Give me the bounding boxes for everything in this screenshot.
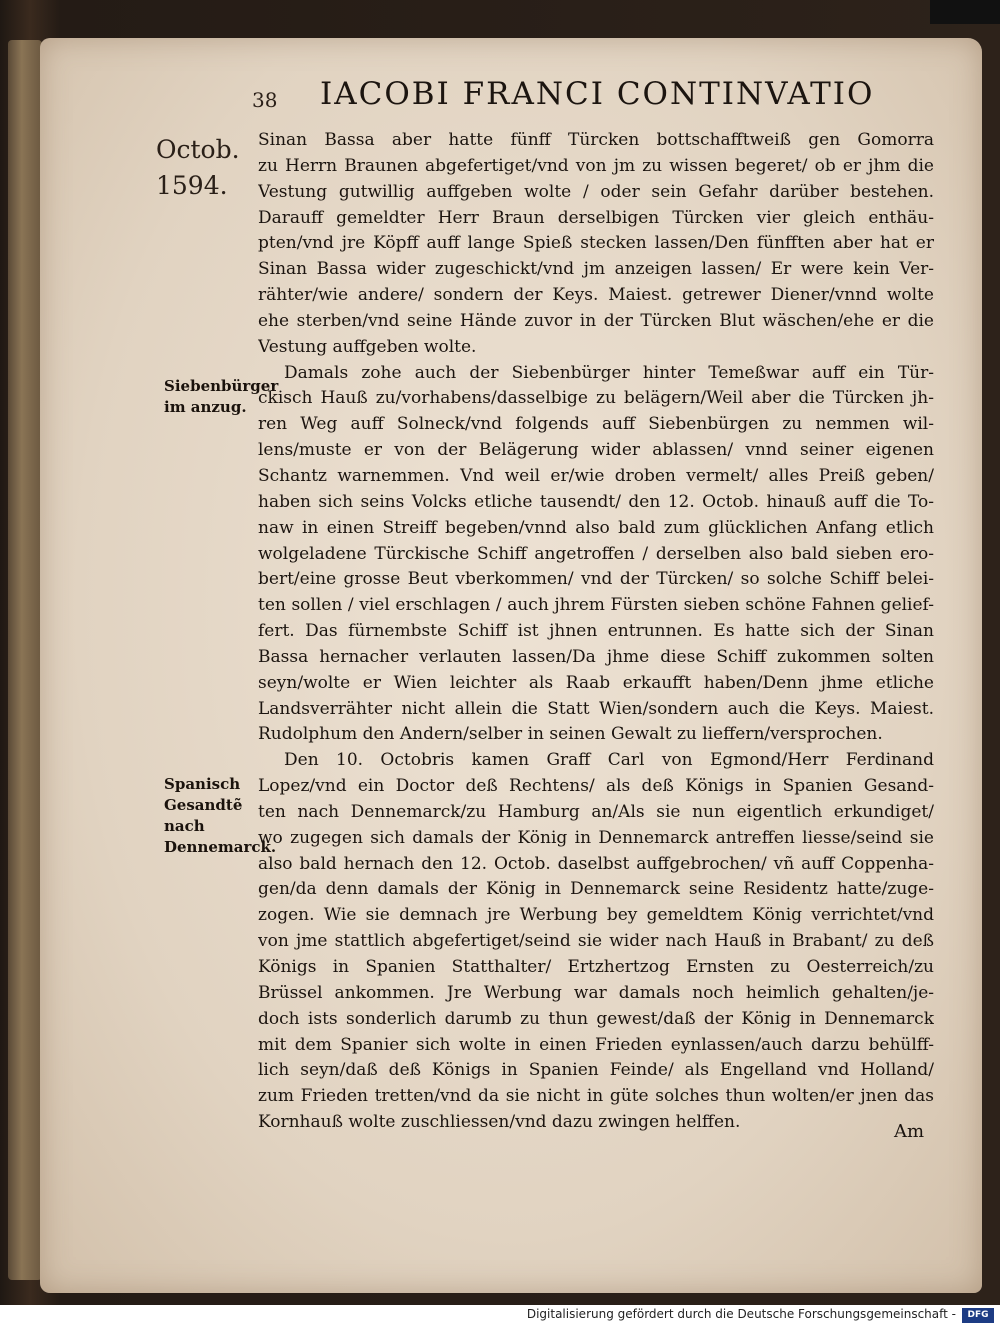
text-line: Lopez/vnd ein Doctor deß Rechtens/ als deß Königs in Spanien Gesand- <box>258 776 934 797</box>
text-line: Kornhauß wolte zuschliessen/vnd dazu zwingen helffen. <box>258 1112 741 1133</box>
text-line: doch ists sonderlich darumb zu thun gewest/daß der König in Dennemarck <box>258 1008 934 1029</box>
text-line: Darauff gemeldter Herr Braun derselbigen Türcken vier gleich enthäu- <box>258 207 934 228</box>
margin-note-spanisch-gesandte: Spanisch Gesandtẽ nach Dennemarck. <box>164 775 277 856</box>
margin-note-siebenbuerger: Siebenbürger im anzug. <box>164 377 279 416</box>
text-line: Damals zohe auch der Siebenbürger hinter Temeßwar auff ein Tür- <box>284 362 934 383</box>
text-line: Königs in Spanien Statthalter/ Ertzhertzog Ernsten zu Oesterreich/zu <box>258 957 934 977</box>
book-spine-edge <box>8 40 42 1280</box>
text-line: Landsverrähter nicht allein die Statt Wien/sondern auch die Keys. Maiest. <box>258 698 934 719</box>
text-line: seyn/wolte er Wien leichter als Raab erkaufft haben/Denn jhme etliche <box>258 672 934 693</box>
body-text <box>258 128 934 1136</box>
text-line: Vestung auffgeben wolte. <box>258 336 477 357</box>
text-line: von jme stattlich abgefertiget/seind sie wider nach Hauß in Brabant/ zu deß <box>258 931 934 952</box>
catchword: Am <box>894 1121 925 1142</box>
page-header <box>0 76 1000 116</box>
text-line: wo zugegen sich damals der König in Dennemarck antreffen liesse/seind sie <box>258 827 934 848</box>
text-line: lich seyn/daß deß Königs in Spanien Feinde/ als Engelland vnd Holland/ <box>258 1060 934 1081</box>
text-line: mit dem Spanier sich wolte in einen Frieden eynlassen/auch darzu behülff- <box>258 1034 934 1055</box>
text-line: pten/vnd jre Köpff auff lange Spieß stecken lassen/Den fünfften aber hat er <box>258 233 934 254</box>
text-line: zum Frieden tretten/vnd da sie nicht in güte solches thun wolten/er jnen das <box>258 1086 934 1107</box>
text-line: bert/eine grosse Beut vberkommen/ vnd der Türcken/ so solche Schiff belei- <box>258 569 934 590</box>
text-line: Schantz warnemmen. Vnd weil er/wie droben vermelt/ alles Preiß geben/ <box>258 465 934 486</box>
text-line: ckisch Hauß zu/vorhabens/dasselbige zu belägern/Weil aber die Türcken jh- <box>258 388 934 409</box>
text-line: Bassa hernacher verlauten lassen/Da jhme diese Schiff zukommen solten <box>258 646 934 667</box>
text-line: ten sollen / viel erschlagen / auch jhrem Fürsten sieben schöne Fahnen gelief- <box>258 595 934 616</box>
text-line: wolgeladene Türckische Schiff angetroffen / derselben also bald sieben ero- <box>258 543 934 564</box>
text-line: Sinan Bassa aber hatte fünff Türcken bottschafftweiß gen Gomorra <box>258 130 934 150</box>
text-line: rähter/wie andere/ sondern der Keys. Maiest. getrewer Diener/vnnd wolte <box>258 285 934 306</box>
text-line: lens/muste er von der Belägerung wider ablassen/ vnnd seiner eigenen <box>258 440 934 461</box>
text-line: Den 10. Octobris kamen Graff Carl von Egmond/Herr Ferdinand <box>284 750 934 771</box>
text-line: also bald hernach den 12. Octob. daselbst auffgebrochen/ vñ auff Coppenha- <box>258 853 934 874</box>
footer-credit[interactable]: Digitalisierung gefördert durch die Deutsche Forschungsgemeinschaft - <box>526 1307 956 1321</box>
page-number: 38 <box>252 88 278 112</box>
running-title: IACOBI FRANCI CONTINVATIO <box>320 76 875 112</box>
text-line: ehe sterben/vnd seine Hände zuvor in der Türcken Blut wäschen/ehe er die <box>258 310 934 331</box>
text-line: fert. Das fürnembste Schiff ist jhnen entrunnen. Es hatte sich der Sinan <box>258 621 934 642</box>
text-line: Brüssel ankommen. Jre Werbung war damals noch heimlich gehalten/je- <box>258 982 934 1003</box>
text-line: zu Herrn Braunen abgefertiget/vnd von jm zu wissen begeret/ ob er jhm die <box>258 155 934 176</box>
text-line: haben sich seins Volcks etliche tausendt/ den 12. Octob. hinauß auff die To- <box>258 491 934 512</box>
text-line: ten nach Dennemarck/zu Hamburg an/Als sie nun eigentlich erkundiget/ <box>258 801 934 822</box>
text-line: Vestung gutwillig auffgeben wolte / oder sein Gefahr darüber bestehen. <box>258 181 934 202</box>
scan-corner <box>930 0 1000 24</box>
margin-date: Octob. 1594. <box>156 135 240 200</box>
text-line: gen/da denn damals der König in Dennemarck seine Residentz hatte/zuge- <box>258 879 934 900</box>
text-line: ren Weg auff Solneck/vnd folgends auff Siebenbürgen zu nemmen wil- <box>258 414 934 435</box>
footer-bar <box>0 1305 1000 1326</box>
text-line: Sinan Bassa wider zugeschickt/vnd jm anzeigen lassen/ Er were kein Ver- <box>258 259 934 280</box>
text-line: Rudolphum den Andern/selber in seinen Gewalt zu lieffern/versprochen. <box>258 724 883 745</box>
dfg-logo-icon[interactable]: DFG <box>962 1308 994 1323</box>
text-line: naw in einen Streiff begeben/vnnd also bald zum glücklichen Anfang etlich <box>258 517 934 538</box>
text-line: zogen. Wie sie demnach jre Werbung bey gemeldtem König verrichtet/vnd <box>258 905 934 926</box>
